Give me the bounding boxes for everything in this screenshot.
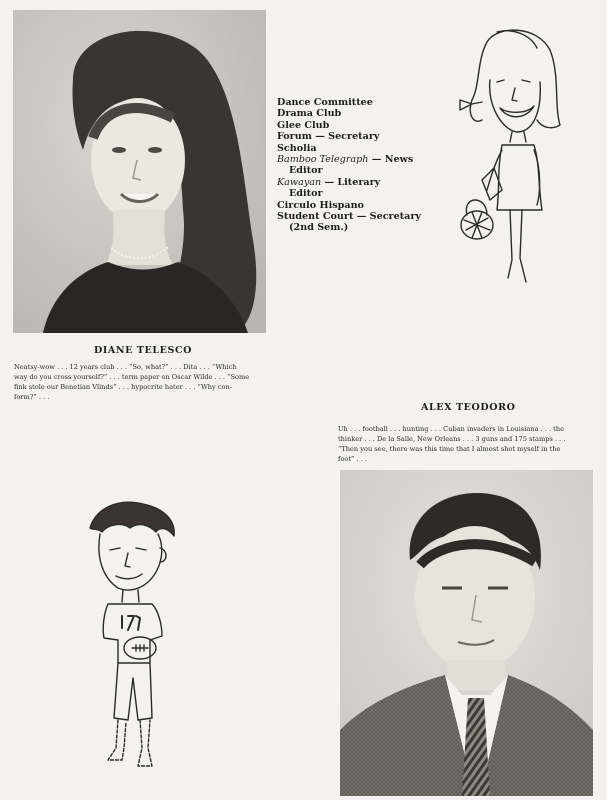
activity-item: Forum — Secretary xyxy=(277,131,380,143)
bio-line: thinker . . . De la Salle, New Orleans . . . 3 guns and 175 stamps . . . xyxy=(338,435,566,443)
activity-item: Dance Committee xyxy=(277,97,373,108)
activity-publication-name: Bamboo Telegraph xyxy=(277,154,369,166)
activity-item: Editor xyxy=(289,188,323,200)
diane-name: DIANE TELESCO xyxy=(94,345,193,356)
activity-item: Student Court — Secretary xyxy=(277,211,421,223)
bio-line: form?” . . . xyxy=(14,393,50,401)
activity-item: (2nd Sem.) xyxy=(289,222,349,234)
activity-item xyxy=(277,177,437,188)
bio-line: “Then you see, there was this time that I almost shot myself in the xyxy=(338,445,561,453)
activity-role: — Literary xyxy=(321,176,381,188)
activity-role: — News xyxy=(368,154,414,166)
activity-item: Circulo Hispano xyxy=(277,199,364,211)
bio-line: foot” . . . xyxy=(338,455,367,463)
diane-bio xyxy=(14,362,284,402)
diane-caricature xyxy=(442,20,562,290)
diane-activities-list xyxy=(277,97,437,234)
alex-portrait-photo xyxy=(340,470,593,796)
activity-item xyxy=(277,154,437,165)
alex-name: ALEX TEODORO xyxy=(421,402,516,413)
bio-line: Uh . . . football . . . hunting . . . Cuban invaders in Louisiana . . . the xyxy=(338,425,564,433)
bio-line: Neatsy-wow . . . 12 years club . . . “So, what?” . . . Dita . . . “Which xyxy=(14,363,237,371)
activity-item: Glee Club xyxy=(277,119,330,131)
alex-bio xyxy=(338,424,600,464)
activity-item: Editor xyxy=(289,165,323,177)
alex-caricature xyxy=(78,498,188,778)
activity-publication-name: Kawayan xyxy=(277,176,322,188)
bio-line: fink stole our Benetian Vlinds” . . . hypocrite hater . . . “Why con- xyxy=(14,383,232,391)
activity-item: Drama Club xyxy=(277,108,342,120)
bio-line: way do you cross yourself?” . . . term paper on Oscar Wilde . . . “Some xyxy=(14,373,250,381)
diane-portrait-photo xyxy=(13,10,266,333)
activity-item: Scholia xyxy=(277,142,317,154)
